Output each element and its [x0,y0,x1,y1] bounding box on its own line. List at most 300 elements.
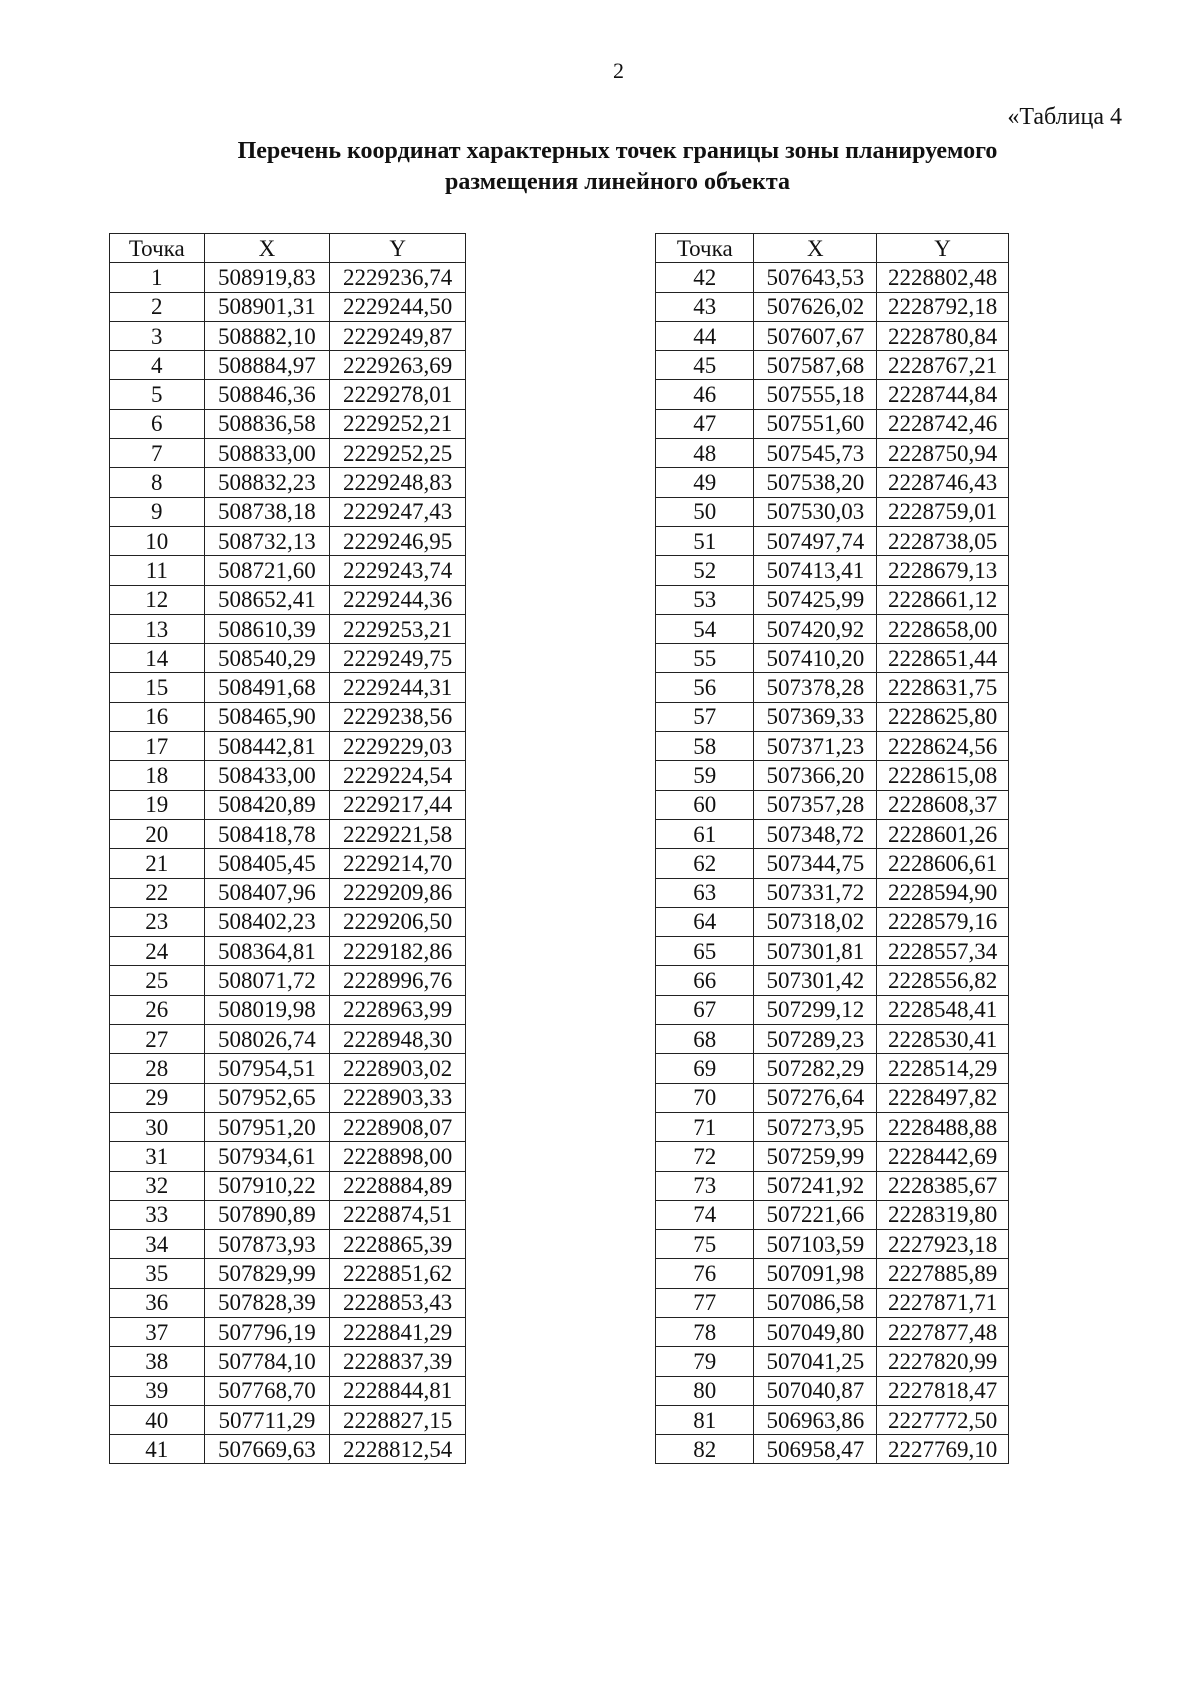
cell-y: 2228594,90 [877,878,1009,907]
cell-x: 508901,31 [204,292,330,321]
cell-y: 2229252,25 [330,439,466,468]
cell-y: 2229206,50 [330,907,466,936]
cell-point: 74 [656,1200,754,1229]
table-row [656,351,1009,380]
table-row [656,614,1009,643]
cell-point: 20 [110,819,205,848]
table-row [110,732,466,761]
cell-y: 2228780,84 [877,321,1009,350]
table-row [110,1259,466,1288]
cell-point: 57 [656,702,754,731]
table-row [656,1259,1009,1288]
cell-point: 71 [656,1112,754,1141]
cell-point: 33 [110,1200,205,1229]
cell-x: 506958,47 [754,1435,877,1464]
cell-point: 82 [656,1435,754,1464]
table-row [656,585,1009,614]
cell-y: 2228903,33 [330,1083,466,1112]
cell-x: 507607,67 [754,321,877,350]
cell-x: 507413,41 [754,556,877,585]
cell-x: 507259,99 [754,1142,877,1171]
cell-y: 2229253,21 [330,614,466,643]
cell-x: 507796,19 [204,1317,330,1346]
header-y: Y [877,234,1009,263]
table-row [656,673,1009,702]
cell-point: 62 [656,849,754,878]
table-row [656,819,1009,848]
cell-point: 12 [110,585,205,614]
cell-y: 2228874,51 [330,1200,466,1229]
cell-x: 507301,81 [754,937,877,966]
cell-point: 49 [656,468,754,497]
cell-y: 2228767,21 [877,351,1009,380]
cell-point: 21 [110,849,205,878]
table-row [110,819,466,848]
table-row [110,1083,466,1112]
cell-x: 507276,64 [754,1083,877,1112]
table-row [656,878,1009,907]
cell-point: 26 [110,995,205,1024]
cell-point: 75 [656,1230,754,1259]
table-body-right [656,263,1009,1464]
cell-y: 2227818,47 [877,1376,1009,1405]
cell-point: 32 [110,1171,205,1200]
cell-x: 507420,92 [754,614,877,643]
cell-point: 34 [110,1230,205,1259]
table-row [110,673,466,702]
cell-y: 2229248,83 [330,468,466,497]
cell-point: 48 [656,439,754,468]
cell-y: 2228898,00 [330,1142,466,1171]
table-row [110,1171,466,1200]
cell-x: 507669,63 [204,1435,330,1464]
header-x: X [754,234,877,263]
cell-point: 81 [656,1405,754,1434]
cell-y: 2228631,75 [877,673,1009,702]
table-row [656,321,1009,350]
table-row [110,321,466,350]
table-row [110,878,466,907]
table-row [656,1288,1009,1317]
cell-point: 16 [110,702,205,731]
cell-point: 66 [656,966,754,995]
cell-y: 2228963,99 [330,995,466,1024]
cell-y: 2229217,44 [330,790,466,819]
table-row [110,556,466,585]
cell-y: 2228615,08 [877,761,1009,790]
table-row [110,966,466,995]
cell-y: 2228608,37 [877,790,1009,819]
cell-y: 2229278,01 [330,380,466,409]
cell-point: 18 [110,761,205,790]
cell-x: 508738,18 [204,497,330,526]
cell-y: 2228948,30 [330,1025,466,1054]
cell-x: 508407,96 [204,878,330,907]
cell-point: 43 [656,292,754,321]
cell-x: 507768,70 [204,1376,330,1405]
cell-point: 25 [110,966,205,995]
table-row [656,995,1009,1024]
cell-x: 508836,58 [204,409,330,438]
cell-y: 2228802,48 [877,263,1009,292]
cell-point: 11 [110,556,205,585]
cell-point: 13 [110,614,205,643]
cell-x: 508420,89 [204,790,330,819]
cell-x: 507273,95 [754,1112,877,1141]
cell-point: 58 [656,732,754,761]
cell-x: 508540,29 [204,644,330,673]
cell-y: 2229214,70 [330,849,466,878]
cell-x: 507890,89 [204,1200,330,1229]
cell-x: 507040,87 [754,1376,877,1405]
table-row [110,849,466,878]
cell-y: 2228903,02 [330,1054,466,1083]
cell-y: 2227877,48 [877,1317,1009,1346]
table-row [656,1347,1009,1376]
cell-point: 72 [656,1142,754,1171]
title-line-1: Перечень координат характерных точек границы зоны планируемого [237,138,998,164]
cell-point: 73 [656,1171,754,1200]
cell-x: 508405,45 [204,849,330,878]
cell-x: 508652,41 [204,585,330,614]
cell-y: 2229246,95 [330,526,466,555]
table-row [110,1025,466,1054]
cell-x: 507348,72 [754,819,877,848]
cell-y: 2228556,82 [877,966,1009,995]
table-row [110,614,466,643]
header-point: Точка [656,234,754,263]
cell-x: 507091,98 [754,1259,877,1288]
cell-x: 507041,25 [754,1347,877,1376]
cell-y: 2228908,07 [330,1112,466,1141]
cell-point: 29 [110,1083,205,1112]
cell-point: 22 [110,878,205,907]
table-row [656,526,1009,555]
cell-x: 507299,12 [754,995,877,1024]
table-row [656,907,1009,936]
table-row [656,644,1009,673]
table-row [110,292,466,321]
table-row [656,1142,1009,1171]
cell-point: 63 [656,878,754,907]
cell-point: 37 [110,1317,205,1346]
cell-point: 7 [110,439,205,468]
cell-x: 507282,29 [754,1054,877,1083]
cell-y: 2228792,18 [877,292,1009,321]
table-row [110,1054,466,1083]
cell-point: 3 [110,321,205,350]
table-row [110,907,466,936]
table-row [110,644,466,673]
table-row [110,1376,466,1405]
cell-y: 2229249,87 [330,321,466,350]
cell-point: 36 [110,1288,205,1317]
cell-point: 28 [110,1054,205,1083]
cell-x: 508884,97 [204,351,330,380]
cell-y: 2228651,44 [877,644,1009,673]
cell-y: 2229243,74 [330,556,466,585]
cell-point: 17 [110,732,205,761]
cell-point: 79 [656,1347,754,1376]
cell-x: 507784,10 [204,1347,330,1376]
cell-y: 2228606,61 [877,849,1009,878]
table-row [110,1230,466,1259]
cell-y: 2229244,36 [330,585,466,614]
cell-y: 2228488,88 [877,1112,1009,1141]
cell-x: 508846,36 [204,380,330,409]
cell-x: 507378,28 [754,673,877,702]
cell-y: 2229263,69 [330,351,466,380]
cell-point: 68 [656,1025,754,1054]
cell-x: 507410,20 [754,644,877,673]
table-row [110,1405,466,1434]
table-row [110,702,466,731]
cell-point: 5 [110,380,205,409]
cell-point: 60 [656,790,754,819]
cell-x: 507318,02 [754,907,877,936]
cell-point: 77 [656,1288,754,1317]
cell-point: 35 [110,1259,205,1288]
cell-point: 52 [656,556,754,585]
cell-x: 507344,75 [754,849,877,878]
table-row [110,1288,466,1317]
cell-point: 4 [110,351,205,380]
cell-point: 44 [656,321,754,350]
cell-x: 508919,83 [204,263,330,292]
table-row [656,1112,1009,1141]
cell-y: 2228884,89 [330,1171,466,1200]
cell-point: 50 [656,497,754,526]
cell-y: 2228865,39 [330,1230,466,1259]
cell-x: 508026,74 [204,1025,330,1054]
cell-x: 507049,80 [754,1317,877,1346]
cell-x: 507086,58 [754,1288,877,1317]
cell-y: 2229229,03 [330,732,466,761]
table-row [110,1200,466,1229]
cell-x: 508433,00 [204,761,330,790]
table-label: «Таблица 4 [1007,104,1122,130]
table-row [656,263,1009,292]
cell-x: 507241,92 [754,1171,877,1200]
cell-point: 54 [656,614,754,643]
cell-y: 2228851,62 [330,1259,466,1288]
coordinates-table-right [655,233,1009,1464]
cell-point: 47 [656,409,754,438]
table-row [656,439,1009,468]
table-row [656,292,1009,321]
cell-y: 2228841,29 [330,1317,466,1346]
cell-x: 507711,29 [204,1405,330,1434]
table-row [656,1317,1009,1346]
table-row [656,497,1009,526]
cell-x: 507103,59 [754,1230,877,1259]
table-row [656,790,1009,819]
table-row [110,761,466,790]
cell-x: 507221,66 [754,1200,877,1229]
table-row [110,439,466,468]
cell-x: 507551,60 [754,409,877,438]
cell-y: 2228624,56 [877,732,1009,761]
cell-y: 2228661,12 [877,585,1009,614]
table-row [656,702,1009,731]
table-row [110,497,466,526]
table-row [656,761,1009,790]
cell-y: 2228442,69 [877,1142,1009,1171]
cell-point: 70 [656,1083,754,1112]
cell-point: 23 [110,907,205,936]
cell-x: 507952,65 [204,1083,330,1112]
cell-x: 507366,20 [754,761,877,790]
cell-x: 507934,61 [204,1142,330,1171]
cell-point: 39 [110,1376,205,1405]
cell-x: 508364,81 [204,937,330,966]
cell-x: 507828,39 [204,1288,330,1317]
cell-point: 45 [656,351,754,380]
table-row [656,556,1009,585]
table-row [656,468,1009,497]
table-row [110,1347,466,1376]
cell-point: 64 [656,907,754,936]
cell-x: 507626,02 [754,292,877,321]
cell-y: 2228750,94 [877,439,1009,468]
table-row [656,1025,1009,1054]
cell-y: 2228548,41 [877,995,1009,1024]
cell-x: 508402,23 [204,907,330,936]
cell-x: 508418,78 [204,819,330,848]
header-point: Точка [110,234,205,263]
cell-point: 69 [656,1054,754,1083]
cell-point: 27 [110,1025,205,1054]
table-row [656,409,1009,438]
cell-point: 53 [656,585,754,614]
table-row [110,1142,466,1171]
table-row [656,1054,1009,1083]
cell-point: 65 [656,937,754,966]
cell-point: 78 [656,1317,754,1346]
cell-y: 2228385,67 [877,1171,1009,1200]
cell-x: 507331,72 [754,878,877,907]
cell-y: 2227871,71 [877,1288,1009,1317]
cell-x: 507369,33 [754,702,877,731]
cell-y: 2229236,74 [330,263,466,292]
cell-x: 507829,99 [204,1259,330,1288]
table-row [656,1230,1009,1259]
table-row [110,1112,466,1141]
cell-point: 15 [110,673,205,702]
cell-point: 46 [656,380,754,409]
cell-y: 2228853,43 [330,1288,466,1317]
cell-point: 41 [110,1435,205,1464]
cell-y: 2227772,50 [877,1405,1009,1434]
table-row [656,1405,1009,1434]
cell-y: 2228557,34 [877,937,1009,966]
cell-y: 2228514,29 [877,1054,1009,1083]
table-row [656,937,1009,966]
table-row [656,1435,1009,1464]
cell-y: 2229247,43 [330,497,466,526]
table-row [110,585,466,614]
cell-x: 508071,72 [204,966,330,995]
cell-x: 508832,23 [204,468,330,497]
cell-y: 2229238,56 [330,702,466,731]
table-row [110,1435,466,1464]
cell-y: 2228827,15 [330,1405,466,1434]
table-row [110,263,466,292]
cell-y: 2228738,05 [877,526,1009,555]
table-row [110,409,466,438]
cell-y: 2229182,86 [330,937,466,966]
title-line-2: размещения линейного объекта [445,169,790,195]
cell-x: 507301,42 [754,966,877,995]
cell-y: 2229249,75 [330,644,466,673]
table-row [656,966,1009,995]
cell-y: 2228579,16 [877,907,1009,936]
cell-point: 14 [110,644,205,673]
cell-point: 30 [110,1112,205,1141]
cell-x: 507555,18 [754,380,877,409]
cell-x: 508442,81 [204,732,330,761]
cell-x: 507873,93 [204,1230,330,1259]
cell-x: 507910,22 [204,1171,330,1200]
cell-y: 2228658,00 [877,614,1009,643]
cell-y: 2228744,84 [877,380,1009,409]
table-row [110,995,466,1024]
table-header-row [110,234,466,263]
cell-x: 507425,99 [754,585,877,614]
cell-point: 38 [110,1347,205,1376]
cell-y: 2227820,99 [877,1347,1009,1376]
cell-x: 508610,39 [204,614,330,643]
cell-x: 508491,68 [204,673,330,702]
table-row [656,1200,1009,1229]
cell-y: 2229221,58 [330,819,466,848]
cell-y: 2227769,10 [877,1435,1009,1464]
cell-y: 2228996,76 [330,966,466,995]
cell-x: 507545,73 [754,439,877,468]
cell-y: 2228319,80 [877,1200,1009,1229]
table-row [656,380,1009,409]
cell-y: 2229244,50 [330,292,466,321]
cell-x: 508882,10 [204,321,330,350]
cell-x: 507587,68 [754,351,877,380]
cell-x: 508019,98 [204,995,330,1024]
cell-point: 61 [656,819,754,848]
table-row [110,526,466,555]
cell-point: 9 [110,497,205,526]
cell-y: 2228742,46 [877,409,1009,438]
cell-y: 2228530,41 [877,1025,1009,1054]
cell-y: 2228497,82 [877,1083,1009,1112]
cell-x: 508465,90 [204,702,330,731]
cell-y: 2228679,13 [877,556,1009,585]
table-row [110,380,466,409]
cell-y: 2228625,80 [877,702,1009,731]
table-row [656,1083,1009,1112]
cell-y: 2229224,54 [330,761,466,790]
cell-point: 24 [110,937,205,966]
cell-point: 59 [656,761,754,790]
cell-x: 508721,60 [204,556,330,585]
page-number: 2 [613,58,624,83]
cell-y: 2229244,31 [330,673,466,702]
table-header-row [656,234,1009,263]
cell-x: 508732,13 [204,526,330,555]
header-x: X [204,234,330,263]
cell-point: 56 [656,673,754,702]
cell-x: 507497,74 [754,526,877,555]
table-row [110,790,466,819]
cell-point: 80 [656,1376,754,1405]
